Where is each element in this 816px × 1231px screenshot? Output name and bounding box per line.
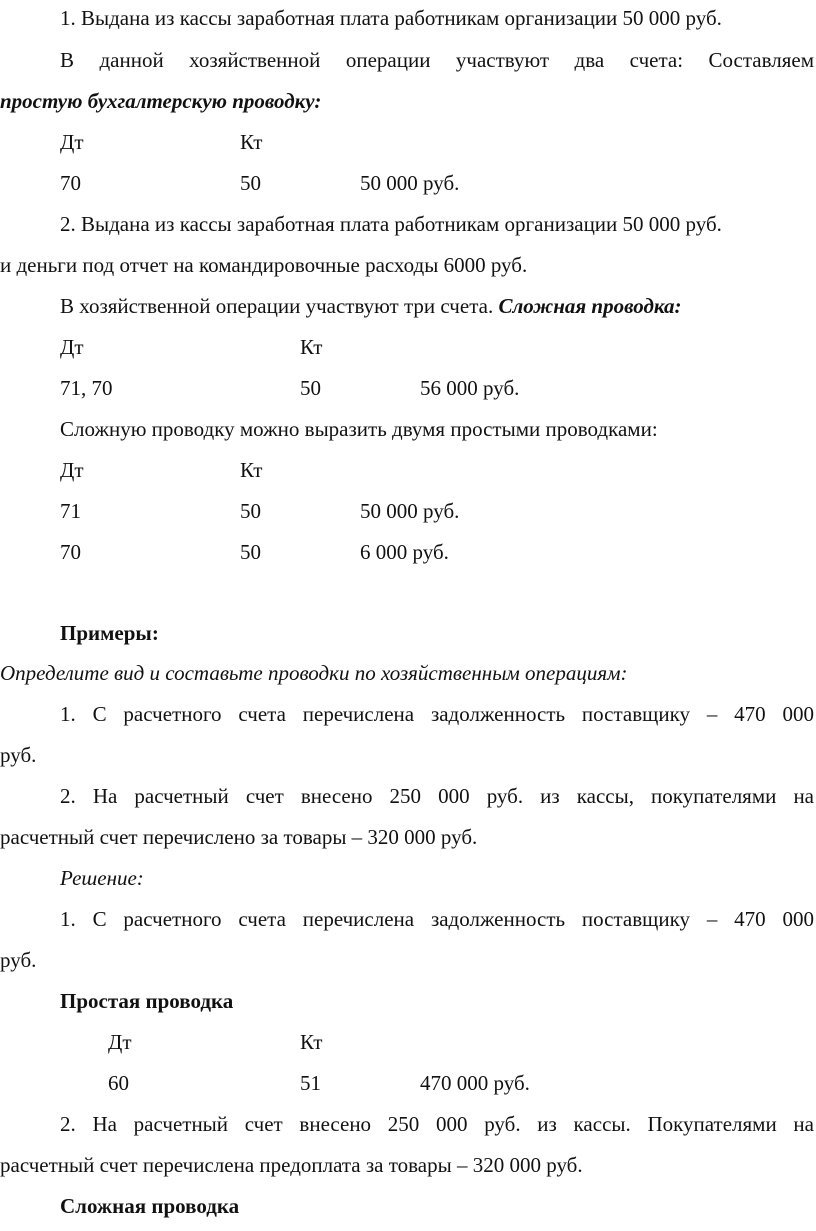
- p2-table2-row2-credit: 50: [240, 540, 261, 564]
- p2-line4: Сложную проводку можно выразить двумя простыми проводками:: [60, 417, 658, 441]
- p1-line2a: В данной хозяйственной операции участвуют два счета: Составляем: [60, 48, 814, 72]
- p1-table-dt: Дт: [60, 130, 84, 154]
- p2-table2-row1-debit: 71: [60, 499, 81, 523]
- examples-item1a: 1. С расчетного счета перечислена задолженность поставщику – 470 000: [60, 702, 814, 726]
- sol-table-dt: Дт: [108, 1030, 132, 1054]
- sol-table-credit: 51: [300, 1071, 321, 1095]
- p2-table-amount: 56 000 руб.: [420, 376, 520, 400]
- p1-table-debit: 70: [60, 171, 81, 195]
- p2-table2-row1-amount: 50 000 руб.: [360, 499, 460, 523]
- p1-table-amount: 50 000 руб.: [360, 171, 460, 195]
- p2-line2: и деньги под отчет на командировочные расходы 6000 руб.: [0, 253, 528, 277]
- p2-line3b: Сложная проводка:: [498, 294, 682, 318]
- p1-line1: 1. Выдана из кассы заработная плата работникам организации 50 000 руб.: [60, 6, 722, 30]
- p2-line3a: В хозяйственной операции участвуют три счета.: [60, 294, 494, 318]
- examples-item2a: 2. На расчетный счет внесено 250 000 руб. из кассы, покупателями на: [60, 784, 814, 808]
- p2-table2-kt: Кт: [240, 458, 263, 482]
- p2-line3: [60, 294, 681, 318]
- solution-label: Решение:: [60, 866, 144, 890]
- sol-table-kt: Кт: [300, 1030, 323, 1054]
- p2-table2-row1-credit: 50: [240, 499, 261, 523]
- examples-heading: Примеры:: [60, 621, 159, 645]
- solution-2b: расчетный счет перечислена предоплата за товары – 320 000 руб.: [0, 1153, 583, 1177]
- p2-table2-row2-debit: 70: [60, 540, 81, 564]
- p1-line2b: простую бухгалтерскую проводку:: [0, 89, 322, 113]
- solution-1b: руб.: [0, 948, 37, 972]
- p1-table-kt: Кт: [240, 130, 263, 154]
- examples-task: Определите вид и составьте проводки по хозяйственным операциям:: [0, 661, 628, 685]
- solution-2a: 2. На расчетный счет внесено 250 000 руб. из кассы. Покупателями на: [60, 1112, 814, 1136]
- p2-line1: 2. Выдана из кассы заработная плата работникам организации 50 000 руб.: [60, 212, 722, 236]
- p2-table2-dt: Дт: [60, 458, 84, 482]
- p1-table-credit: 50: [240, 171, 261, 195]
- p2-table2-row2-amount: 6 000 руб.: [360, 540, 449, 564]
- examples-item2b: расчетный счет перечислено за товары – 320 000 руб.: [0, 825, 478, 849]
- examples-item1b: руб.: [0, 743, 37, 767]
- simple-entry-label: Простая проводка: [60, 989, 234, 1013]
- sol-table-amount: 470 000 руб.: [420, 1071, 530, 1095]
- p2-table-credit: 50: [300, 376, 321, 400]
- solution-1a: 1. С расчетного счета перечислена задолженность поставщику – 470 000: [60, 907, 814, 931]
- p2-table-debit: 71, 70: [60, 376, 113, 400]
- sol-table-debit: 60: [108, 1071, 129, 1095]
- complex-entry-label: Сложная проводка: [60, 1194, 240, 1218]
- p2-table-dt: Дт: [60, 335, 84, 359]
- p2-table-kt: Кт: [300, 335, 323, 359]
